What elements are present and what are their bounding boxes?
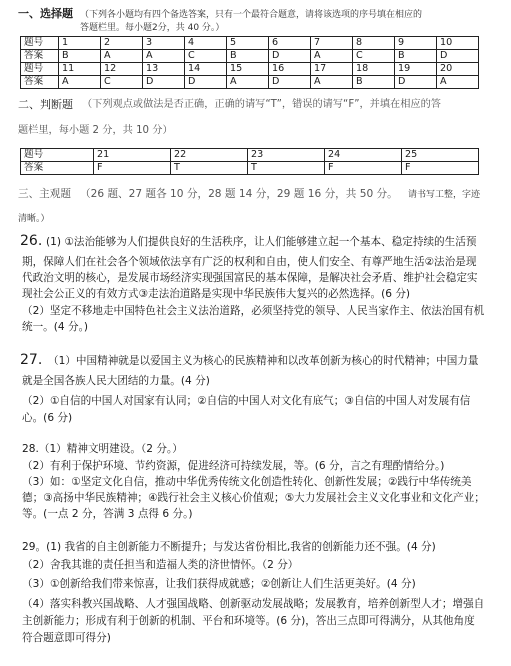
choice-cell: A	[227, 76, 269, 89]
section2-instruction-1: （下列观点或做法是否正确，正确的请写“T”，错误的请写“F”，并填在相应的答	[82, 99, 441, 110]
choice-cell: A	[311, 76, 353, 89]
q29-line-2: （2）舍我其谁的责任担当和造福人类的济世情怀。（2 分）	[22, 559, 299, 571]
choice-cell: 1	[59, 37, 101, 50]
judgement-cell: T	[171, 162, 248, 175]
q26-line-5: （2）坚定不移地走中国特色社会主义法治道路，必须坚持党的领导、人民当家作主、依法治国有机	[22, 305, 485, 317]
section1-instruction-1: （下列各小题均有四个备选答案，只有一个最符合题意，请将该选项的序号填在相应的	[80, 10, 423, 20]
choice-row-label: 答案	[21, 50, 59, 63]
choice-cell: 8	[353, 37, 395, 50]
q27-line-3: （2）①自信的中国人对国家有认同；②自信的中国人对文化有底气；③自信的中国人对发展有信	[22, 395, 471, 407]
q26-line-2: 期，保障人们在社会各个领域依法享有广泛的权利和自由，使人们安全、有尊严地生活②法治是现	[22, 256, 477, 268]
choice-cell: B	[353, 76, 395, 89]
choice-row-label: 题号	[21, 37, 59, 50]
choice-cell: D	[437, 50, 479, 63]
choice-cell: D	[269, 76, 311, 89]
choice-cell: 16	[269, 63, 311, 76]
section2-instruction-2: 题栏里，每小题 2 分，共 10 分）	[18, 125, 173, 136]
choice-cell: A	[59, 76, 101, 89]
choice-cell: 11	[59, 63, 101, 76]
judgement-cell: 21	[94, 149, 171, 162]
judgement-cell: 24	[325, 149, 402, 162]
choice-cell: D	[143, 76, 185, 89]
choice-row-label: 答案	[21, 76, 59, 89]
judgement-cell: F	[402, 162, 479, 175]
choice-cell: C	[101, 76, 143, 89]
choice-cell: B	[227, 50, 269, 63]
table-row	[21, 63, 479, 76]
q26-line-1: (1) ①法治能够为人们提供良好的生活秩序，让人们能够建立起一个基本、稳定持续的生活预	[46, 236, 477, 248]
table-row	[21, 162, 479, 175]
choice-cell: 13	[143, 63, 185, 76]
choice-answer-table	[20, 36, 479, 89]
q26-number: 26.	[20, 233, 43, 249]
choice-cell: 12	[101, 63, 143, 76]
q26-line-3: 代政治文明的核心，是发展市场经济实现强国富民的基本保障，是解决社会矛盾、维护社会稳定实	[22, 272, 478, 284]
choice-cell: B	[59, 50, 101, 63]
q26-line-6: 统一。(4 分。)	[22, 321, 89, 333]
judgement-cell: F	[325, 162, 402, 175]
judgement-cell: F	[94, 162, 171, 175]
table-row	[21, 37, 479, 50]
judgement-cell: 23	[248, 149, 325, 162]
q27-number: 27.	[20, 352, 43, 368]
choice-cell: 14	[185, 63, 227, 76]
judgement-cell: T	[248, 162, 325, 175]
q28-line-1: 28.（1）精神文明建设。（2 分。）	[22, 443, 183, 455]
judgement-cell: 22	[171, 149, 248, 162]
choice-cell: 18	[353, 63, 395, 76]
choice-row-label: 题号	[21, 63, 59, 76]
choice-cell: 19	[395, 63, 437, 76]
q27-line-1: （1）中国精神就是以爱国主义为核心的民族精神和以改革创新为核心的时代精神；中国力量	[48, 355, 479, 367]
section1-instruction-2: 答题栏里。每小题2分，共 40 分。）	[80, 23, 225, 33]
choice-cell: A	[143, 50, 185, 63]
section3-instruction-2: 清晰。）	[18, 214, 50, 224]
table-row	[21, 149, 479, 162]
judgement-row-label: 答案	[21, 162, 94, 175]
section3-title: 三、主观题	[18, 188, 71, 200]
q28-line-2: （2）有利于保护环境、节约资源，促进经济可持续发展，等。(6 分，言之有理酌情给分。)	[22, 460, 445, 472]
q29-line-4: （4）落实科教兴国战略、人才强国战略、创新驱动发展战略；发展教育，培养创新型人才；增强自	[22, 598, 485, 610]
judgement-row-label: 题号	[21, 149, 94, 162]
section3-instruction-small: 请书写工整，字迹	[408, 190, 481, 200]
q28-line-5: 等。(一点 2 分，答满 3 点得 6 分。)	[22, 508, 193, 520]
table-row	[21, 50, 479, 63]
section3-instruction: （26 题、27 题各 10 分，28 题 14 分，29 题 16 分，共 50 分。	[80, 188, 398, 200]
choice-cell: 2	[101, 37, 143, 50]
q27-line-2: 就是全国各族人民大团结的力量。(4 分)	[22, 375, 210, 387]
q26-line-4: 现社会公正义的有效方式③走法治道路是实现中华民族伟大复兴的必然选择。(6 分)	[22, 288, 411, 300]
section2-title: 二、判断题	[18, 98, 73, 111]
q29-line-3: （3）①创新给我们带来惊喜，让我们获得成就感；②创新让人们生活更美好。(4 分)	[22, 578, 416, 590]
choice-cell: 4	[185, 37, 227, 50]
choice-cell: 5	[227, 37, 269, 50]
choice-cell: D	[395, 76, 437, 89]
q27-line-4: 心。(6 分)	[22, 412, 73, 424]
choice-cell: 15	[227, 63, 269, 76]
judgement-answer-table	[20, 148, 479, 175]
choice-cell: B	[395, 50, 437, 63]
choice-cell: 9	[395, 37, 437, 50]
choice-cell: A	[437, 76, 479, 89]
section1-title: 一、选择题	[18, 7, 73, 20]
table-row	[21, 76, 479, 89]
choice-cell: 3	[143, 37, 185, 50]
choice-cell: D	[185, 76, 227, 89]
choice-cell: 17	[311, 63, 353, 76]
judgement-cell: 25	[402, 149, 479, 162]
q29-line-1: 29。(1) 我省的自主创新能力不断提升；与发达省份相比,我省的创新能力还不强。(4 分)	[22, 541, 436, 553]
q29-line-5: 主创新能力；形成有利于创新的机制、平台和环境等。(6 分)，答出三点即可得满分，从其他角度	[22, 615, 475, 627]
choice-cell: A	[101, 50, 143, 63]
choice-cell: D	[269, 50, 311, 63]
q28-line-4: 德；③高扬中华民族精神；④践行社会主义核心价值观；⑤大力发展社会主义文化事业和文化产业；	[22, 492, 485, 504]
choice-cell: 10	[437, 37, 479, 50]
choice-cell: 7	[311, 37, 353, 50]
q28-line-3: （3）如：①坚定文化自信，推动中华优秀传统文化创造性转化、创新性发展；②践行中华传统美	[22, 476, 472, 488]
choice-cell: C	[353, 50, 395, 63]
q29-line-6: 符合题意即可得分)	[22, 632, 111, 644]
choice-cell: 6	[269, 37, 311, 50]
choice-cell: C	[185, 50, 227, 63]
choice-cell: 20	[437, 63, 479, 76]
choice-cell: A	[311, 50, 353, 63]
